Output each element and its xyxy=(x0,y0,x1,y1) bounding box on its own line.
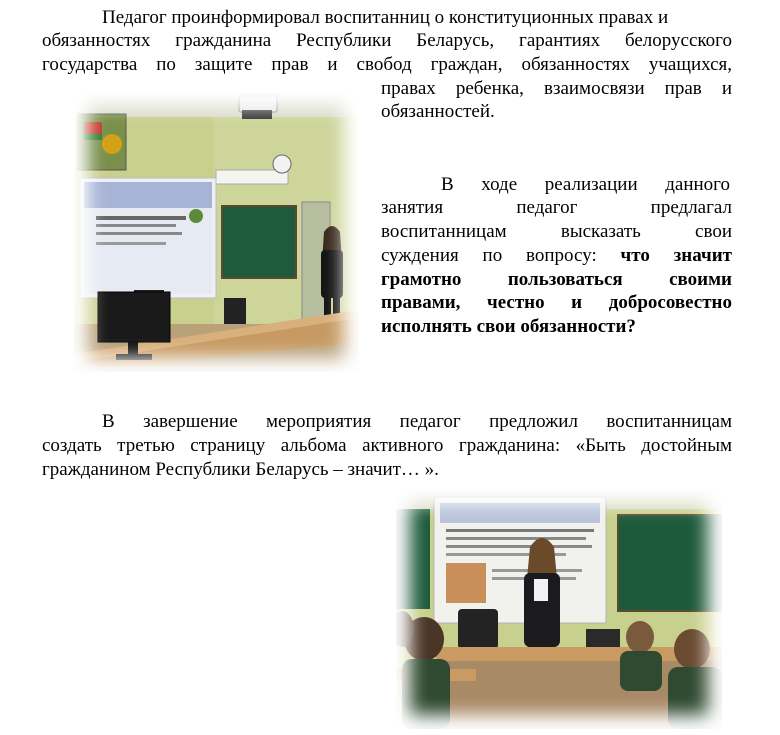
paragraph-2-line-4 xyxy=(381,244,732,268)
classroom-photo-2 xyxy=(396,489,722,729)
classroom-photo-1 xyxy=(74,92,358,372)
paragraph-2-line-5 xyxy=(381,268,732,292)
text: гражданином Республики Беларусь – значит… ». xyxy=(42,459,439,480)
paragraph-1-line-5 xyxy=(381,100,732,124)
bold-text: грамотно пользоваться своими xyxy=(381,269,732,290)
text: В ходе реализации данного xyxy=(441,174,730,195)
paragraph-1-line-1 xyxy=(42,6,732,30)
text: создать третью страницу альбома активного гражданина: «Быть достойным xyxy=(42,435,732,456)
paragraph-2-line-2 xyxy=(381,196,732,220)
paragraph-3-line-2 xyxy=(42,434,732,458)
bold-text: что значит xyxy=(620,245,732,266)
paragraph-3-line-1 xyxy=(42,410,732,434)
paragraph-3-line-3 xyxy=(42,458,732,482)
paragraph-1-line-4 xyxy=(381,77,732,101)
text: обязанностях гражданина Республики Беларусь, гарантиях белорусского xyxy=(42,30,732,51)
text: правах ребенка, взаимосвязи прав и xyxy=(381,78,732,99)
bold-text: правами, честно и добросовестно xyxy=(381,292,732,313)
text: государства по защите прав и свобод граждан, обязанностях учащихся, xyxy=(42,54,732,75)
classroom-photo-2-image xyxy=(396,489,722,729)
paragraph-2-line-6 xyxy=(381,291,732,315)
text: суждения по вопросу: xyxy=(381,245,621,266)
paragraph-2-line-3 xyxy=(381,220,732,244)
text: Педагог проинформировал воспитанниц о конституционных правах и xyxy=(102,7,669,28)
bold-text: исполнять свои обязанности? xyxy=(381,316,636,337)
paragraph-1-line-2 xyxy=(42,29,732,53)
paragraph-1-line-3 xyxy=(42,53,732,77)
classroom-photo-1-image xyxy=(74,92,358,372)
text: В завершение мероприятия педагог предложил воспитанницам xyxy=(102,411,732,432)
text: воспитанницам высказать свои xyxy=(381,221,732,242)
text: занятия педагог предлагал xyxy=(381,197,732,218)
text: обязанностей. xyxy=(381,101,495,122)
paragraph-2-line-1 xyxy=(381,173,732,197)
paragraph-2-line-7 xyxy=(381,315,732,339)
